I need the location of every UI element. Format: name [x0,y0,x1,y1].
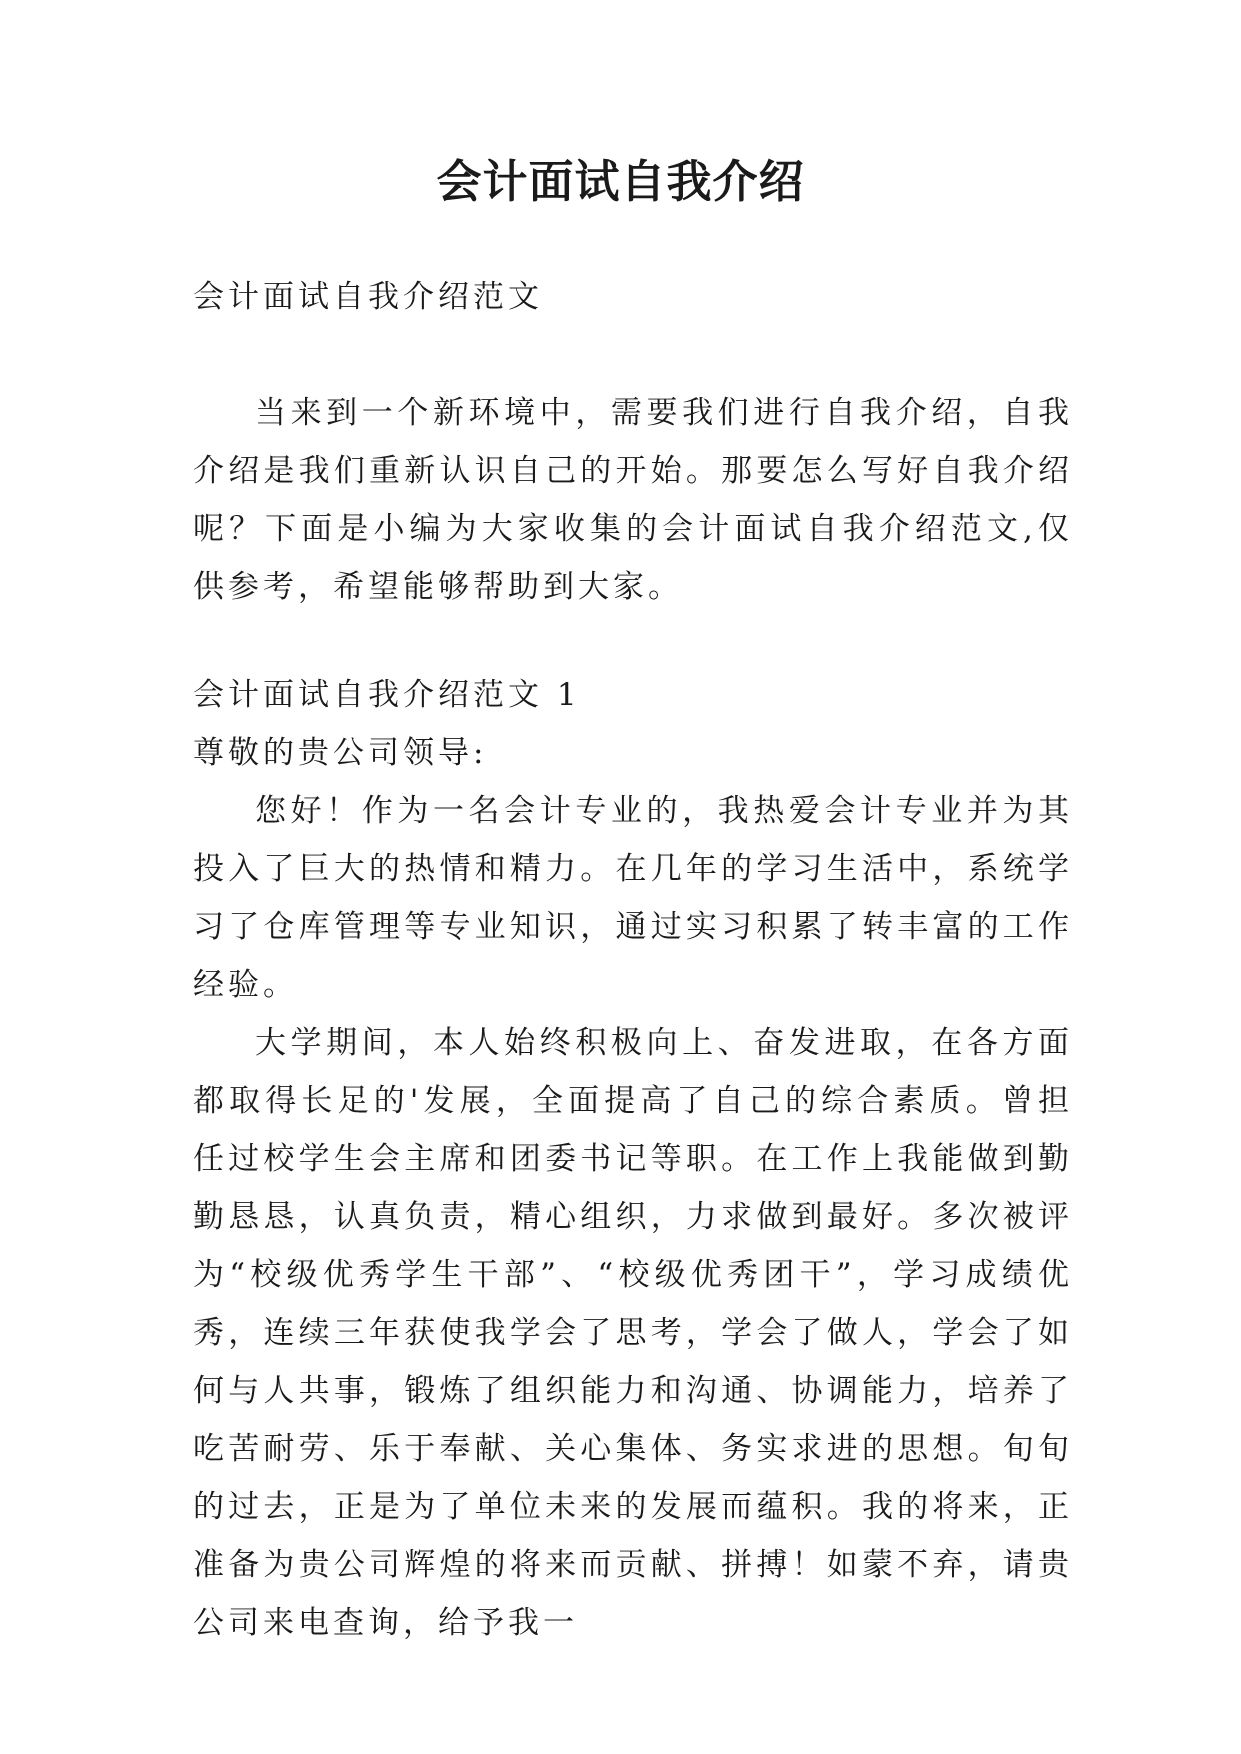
body-paragraph: 您好！作为一名会计专业的，我热爱会计专业并为其投入了巨大的热情和精力。在几年的学习生活中，系统学习了仓库管理等专业知识，通过实习积累了转丰富的工作经验。 [193,793,1073,1003]
spacer [193,326,1073,384]
document-title: 会计面试自我介绍 [436,155,805,208]
document-subtitle: 会计面试自我介绍范文 [193,279,543,315]
document-body [193,268,1073,1652]
section-heading: 会计面试自我介绍范文 1 [193,677,581,713]
salutation: 尊敬的贵公司领导: [193,735,488,771]
body-paragraph: 大学期间，本人始终积极向上、奋发进取，在各方面都取得长足的'发展，全面提高了自己的综合素质。曾担任过校学生会主席和团委书记等职。在工作上我能做到勤勤恳恳，认真负责，精心组织，力求做到最好。多次被评为“校级优秀学生干部”、“校级优秀团干”，学习成绩优秀，连续三年获使我学会了思考，学会了做人，学会了如何与人共事，锻炼了组织能力和沟通、协调能力，培养了吃苦耐劳、乐于奉献、关心集体、务实求进的思想。旬旬的过去，正是为了单位未来的发展而蕴积。我的将来，正准备为贵公司辉煌的将来而贡献、拼搏！如蒙不弃，请贵公司来电查询，给予我一 [193,1025,1073,1641]
spacer [193,616,1073,666]
intro-paragraph: 当来到一个新环境中，需要我们进行自我介绍，自我介绍是我们重新认识自己的开始。那要怎么写好自我介绍呢？下面是小编为大家收集的会计面试自我介绍范文,仅供参考，希望能够帮助到大家。 [193,395,1073,605]
